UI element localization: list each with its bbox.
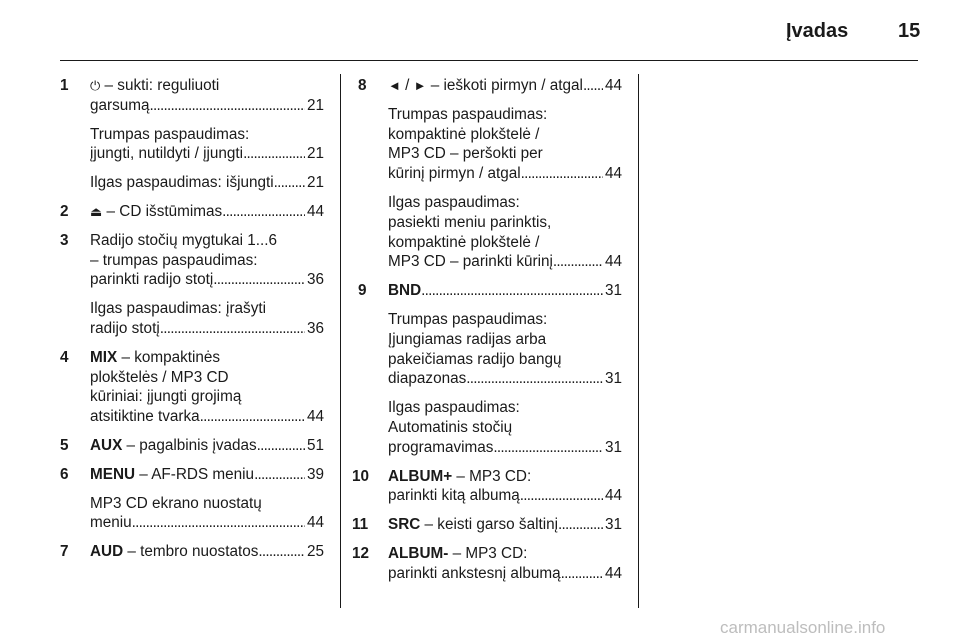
header-rule: [60, 60, 918, 61]
item-number: 9: [358, 282, 367, 300]
page-ref: 51: [306, 436, 324, 454]
column-middle: [352, 76, 622, 593]
page-ref: 44: [306, 202, 324, 220]
item-text: pakeičiamas radijo bangų: [388, 350, 562, 368]
item-text: – sukti: reguliuoti: [104, 77, 220, 94]
item-number: 10: [352, 467, 370, 485]
page-ref: 36: [306, 319, 324, 337]
item-text: parinkti kitą albumą: [388, 487, 520, 505]
page-ref: 25: [306, 543, 324, 561]
button-key-label: MIX: [90, 348, 118, 366]
item-text: parinkti ankstesnį albumą: [388, 564, 561, 582]
item-number: 4: [60, 348, 69, 366]
item-text: Trumpas paspaudimas:: [388, 105, 548, 123]
list-item: [60, 542, 324, 562]
page-ref: 21: [306, 96, 324, 114]
item-text: kompaktinė plokštelė /: [388, 233, 540, 251]
item-text: garsumą: [90, 96, 150, 114]
item-text: Ilgas paspaudimas: išjungti: [90, 174, 274, 192]
item-text: pasiekti meniu parinktis,: [388, 213, 552, 231]
list-item: [60, 348, 324, 427]
item-number: 5: [60, 436, 69, 454]
page-ref: 44: [604, 564, 622, 582]
list-item: [352, 515, 622, 535]
list-item: [60, 231, 324, 339]
item-number: 8: [358, 77, 367, 94]
item-text: parinkti radijo stotį: [90, 271, 214, 289]
page-ref: 44: [306, 408, 324, 426]
item-text: atsitiktine tvarka: [90, 408, 200, 426]
item-text: kompaktinė plokštelė /: [388, 125, 540, 143]
item-text: įjungti, nutildyti / įjungti: [90, 145, 244, 163]
item-number: 1: [60, 77, 69, 94]
button-key-label: AUD: [90, 543, 124, 561]
list-item: [60, 202, 324, 222]
item-text: – kompaktinės: [121, 348, 221, 366]
item-text: Automatinis stočių: [388, 418, 513, 436]
page-ref: 44: [604, 77, 622, 94]
button-key-label: SRC: [388, 516, 421, 534]
page-ref: 31: [604, 282, 622, 300]
item-text: Įjungiamas radijas arba: [388, 330, 547, 348]
page-ref: 31: [604, 370, 622, 388]
item-text: Ilgas paspaudimas:: [388, 399, 520, 417]
item-text: Trumpas paspaudimas:: [90, 125, 250, 143]
button-key-label: BND: [388, 282, 422, 300]
button-key-label: ALBUM-: [388, 544, 449, 562]
page-ref: 44: [604, 487, 622, 505]
item-text: – ieškoti pirmyn / atgal: [430, 77, 583, 94]
seek-back-icon: ◄: [388, 78, 401, 93]
button-key-label: AUX: [90, 436, 123, 454]
item-number: 2: [60, 202, 69, 220]
item-text: – MP3 CD:: [456, 467, 532, 485]
item-text: MP3 CD – parinkti kūrinį: [388, 253, 553, 271]
page-ref: 36: [306, 271, 324, 289]
item-text: Ilgas paspaudimas: įrašyti: [90, 300, 266, 318]
list-item: [358, 281, 622, 457]
item-text: meniu: [90, 514, 132, 532]
item-text: – CD išstūmimas: [106, 202, 223, 220]
page-ref: 39: [306, 465, 324, 483]
item-text: MP3 CD ekrano nuostatų: [90, 494, 262, 512]
list-item: [60, 76, 324, 193]
item-number: 11: [352, 516, 369, 534]
button-key-label: ALBUM+: [388, 467, 453, 485]
item-text: /: [405, 77, 410, 94]
item-text: – AF-RDS meniu: [139, 465, 255, 483]
item-text: – tembro nuostatos: [127, 543, 259, 561]
page-ref: 21: [306, 145, 324, 163]
page-ref: 31: [604, 516, 622, 534]
list-item: [60, 436, 324, 456]
item-text: – MP3 CD:: [452, 544, 528, 562]
page-ref: 44: [306, 514, 324, 532]
item-number: 12: [352, 544, 370, 562]
page-ref: 21: [306, 174, 324, 192]
page-ref: 31: [604, 438, 622, 456]
page-number: 15: [898, 20, 921, 42]
watermark: carmanualsonline.info: [720, 618, 886, 637]
column-divider: [340, 74, 341, 608]
item-text: MP3 CD – peršokti per: [388, 145, 543, 163]
item-text: Trumpas paspaudimas:: [388, 310, 548, 328]
list-item: [358, 76, 622, 272]
item-text: Ilgas paspaudimas:: [388, 193, 520, 211]
eject-icon: ⏏: [90, 203, 103, 219]
item-text: – keisti garso šaltinį: [424, 516, 559, 534]
seek-forward-icon: ►: [413, 78, 427, 93]
power-icon: ⏻: [90, 78, 101, 93]
item-text: kūrinį pirmyn / atgal: [388, 165, 521, 183]
list-item: [352, 544, 622, 584]
item-text: diapazonas: [388, 370, 467, 388]
item-number: 6: [60, 465, 69, 483]
item-text: plokštelės / MP3 CD: [90, 368, 229, 386]
column-left: [60, 76, 324, 571]
page-ref: 44: [604, 165, 622, 183]
item-text: Radijo stočių mygtukai 1...6: [90, 231, 278, 249]
item-number: 3: [60, 231, 69, 249]
item-text: kūriniai: įjungti grojimą: [90, 388, 242, 406]
item-text: radijo stotį: [90, 319, 160, 337]
page-ref: 44: [604, 253, 622, 271]
list-item: [352, 467, 622, 507]
item-text: – trumpas paspaudimas:: [90, 251, 258, 269]
item-number: 7: [60, 543, 69, 561]
page-title: Įvadas: [786, 20, 849, 42]
list-item: [60, 465, 324, 533]
item-text: – pagalbinis įvadas: [126, 436, 257, 454]
item-text: programavimas: [388, 438, 494, 456]
column-divider: [638, 74, 639, 608]
button-key-label: MENU: [90, 465, 136, 483]
